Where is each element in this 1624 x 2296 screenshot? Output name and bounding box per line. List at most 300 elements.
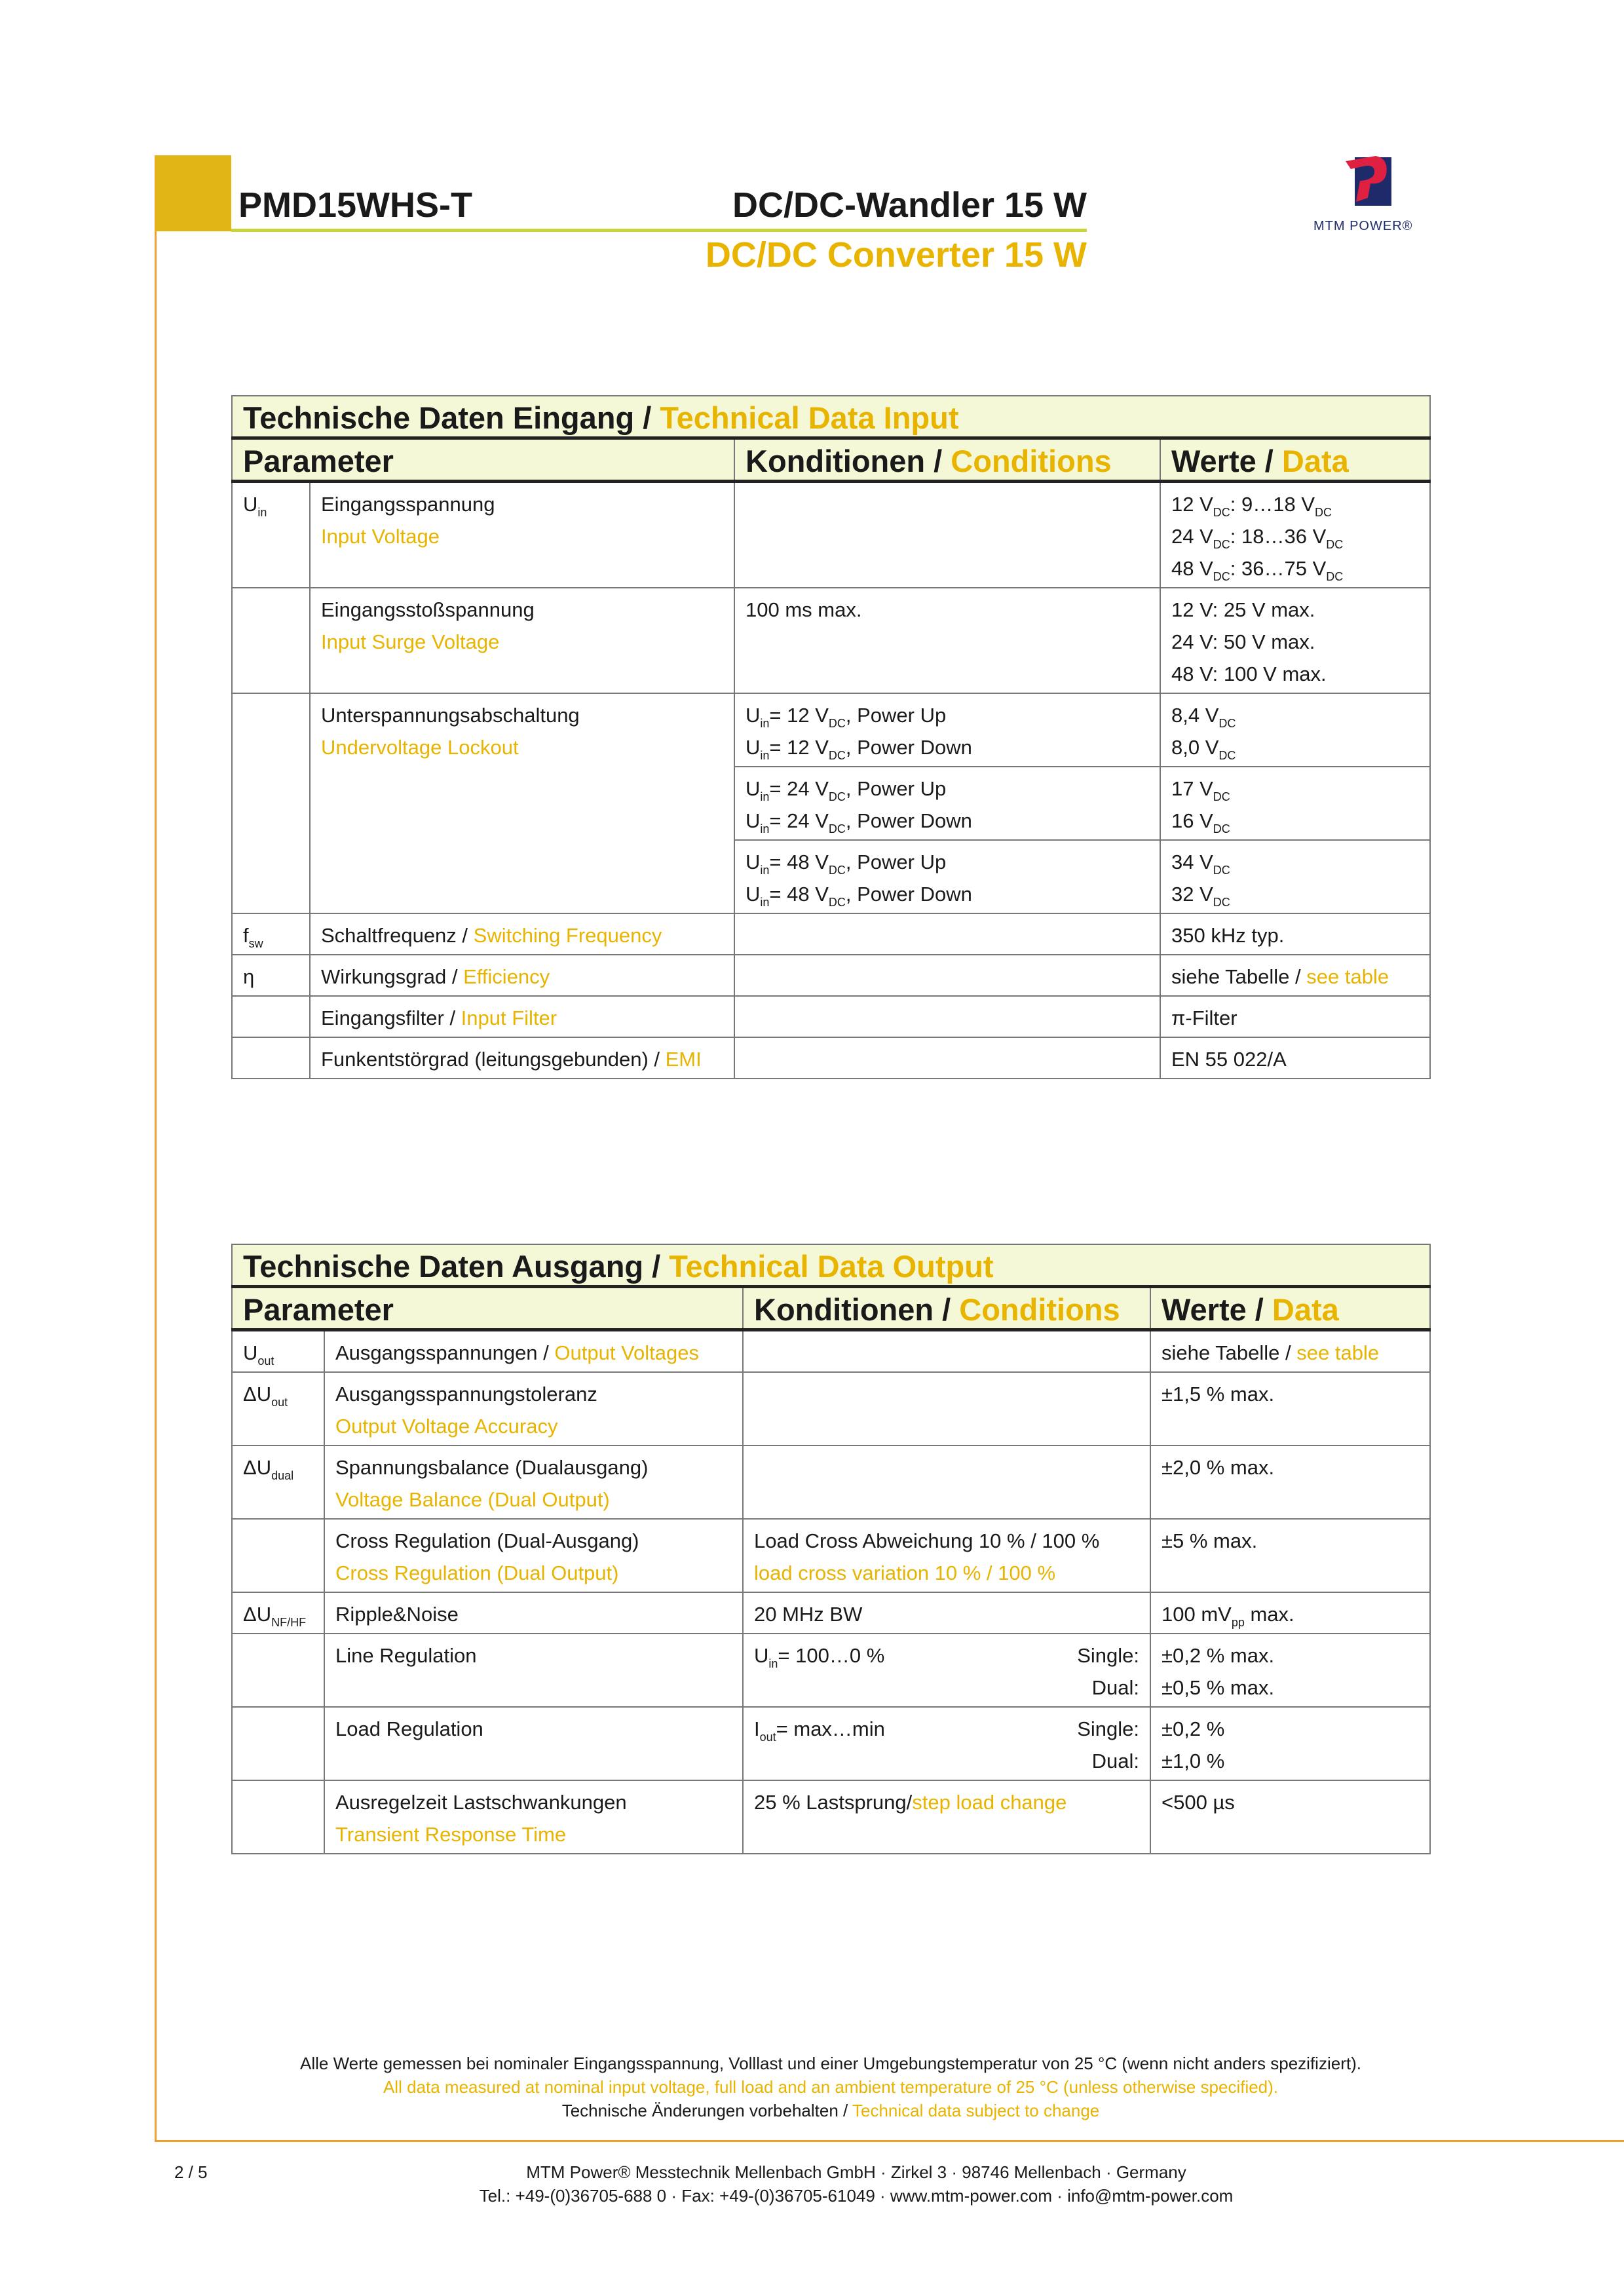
text: = 12 V [769,704,829,727]
english-text: EMI [665,1048,702,1071]
header-de: Konditionen / [746,444,951,478]
table-header-row [232,438,1430,482]
cell-line [1171,626,1419,658]
cell-line [754,1598,1139,1630]
parameter-cell [310,482,734,588]
text: Wirkungsgrad / [321,965,464,988]
cell-line [243,961,299,993]
cell-line [335,1598,732,1630]
subscript: DC [1213,790,1230,803]
text: ΔU [243,1603,272,1626]
value-cell [1150,1592,1430,1634]
subscript: pp [1231,1616,1245,1629]
cell-line [1171,731,1419,763]
text: U [746,704,761,727]
cell-line [243,1378,313,1410]
table-row [232,996,1430,1037]
text: Spannungsbalance (Dualausgang) [335,1456,649,1479]
text: ±0,5 % max. [1161,1676,1275,1699]
cell-line [1171,552,1419,584]
column-header [743,1287,1150,1330]
condition-cell [734,693,1160,767]
english-text: step load change [912,1791,1067,1814]
parameter-cell [324,1634,743,1707]
table-row [232,1780,1430,1854]
text: 17 V [1171,777,1213,800]
text: Ausregelzeit Lastschwankungen [335,1791,627,1814]
text: = 24 V [769,809,829,832]
text: Funkentstörgrad (leitungsgebunden) / [321,1048,666,1071]
table-row [232,1519,1430,1592]
note-de: Alle Werte gemessen bei nominaler Eingangsspannung, Volllast und einer Umgebungstemperatur von 25 °C (wenn nicht anders spezifiziert). [300,2054,1361,2073]
text: ±0,2 % max. [1161,1644,1275,1667]
value-cell [1150,1634,1430,1707]
cell-line [754,1745,1139,1777]
cell-line [321,699,723,731]
text: U [746,883,761,906]
subscript: DC [1213,570,1230,583]
header-en: Data [1272,1292,1339,1327]
page-number: 2 / 5 [174,2162,208,2182]
cell-line [1171,1002,1419,1034]
value-cell [1160,482,1430,588]
header-rule [231,229,1087,232]
table-title [232,1244,1430,1287]
subscript: DC [828,864,846,877]
english-text: Output Voltages [554,1341,699,1364]
text: Eingangsfilter / [321,1006,461,1029]
symbol-cell [232,1519,324,1592]
condition-cell [743,1330,1150,1373]
value-cell [1160,767,1430,840]
parameter-cell [324,1330,743,1373]
cell-line [1171,658,1419,690]
table-row [232,693,1430,767]
condition-cell [743,1634,1150,1707]
condition-cell [734,588,1160,693]
cell-line [1161,1378,1419,1410]
condition-cell [743,1372,1150,1445]
table-title-de: Technische Daten Eingang / [243,400,660,435]
value-cell [1150,1372,1430,1445]
cell-line [1171,878,1419,910]
text: 12 V: 25 V max. [1171,598,1315,621]
text: 100 ms max. [746,598,862,621]
value-cell [1150,1519,1430,1592]
condition-cell [743,1592,1150,1634]
column-header [734,438,1160,482]
table-row [232,1330,1430,1373]
subscript: out [257,1354,274,1368]
english-text: Transient Response Time [335,1823,567,1846]
footer-company: MTM Power® Messtechnik Mellenbach GmbH · Zirkel 3 · 98746 Mellenbach · Germany [526,2162,1186,2182]
table-row [232,1634,1430,1707]
parameter-cell [310,693,734,913]
cell-line [335,1525,732,1557]
condition-cell [743,1780,1150,1854]
cell-line [321,488,723,520]
cell-line [746,773,1149,805]
text: 350 kHz typ. [1171,924,1285,947]
text: I [754,1717,760,1740]
value-cell [1160,1037,1430,1079]
cell-line [1161,1745,1419,1777]
subscript: DC [1218,749,1236,762]
text: η [243,965,255,988]
value-cell [1160,693,1430,767]
table-title-row [232,1244,1430,1287]
subscript: DC [828,717,846,730]
parameter-cell [310,913,734,955]
value-cell [1160,955,1430,996]
parameter-cell [324,1519,743,1592]
cell-line [321,520,723,552]
parameter-cell [324,1372,743,1445]
cell-line [335,1639,732,1672]
text: Eingangsspannung [321,493,495,516]
text: Ausgangsspannungen / [335,1341,555,1364]
cell-line [243,1598,313,1630]
subscript: DC [1326,538,1344,551]
cell-line [1171,846,1419,878]
symbol-cell [232,996,310,1037]
subscript: in [760,822,770,835]
symbol-cell [232,1330,324,1373]
text: Unterspannungsabschaltung [321,704,580,727]
table-title-en: Technical Data Output [669,1249,994,1284]
column-header [1150,1287,1430,1330]
text: U [746,777,761,800]
text: ±0,2 % [1161,1717,1225,1740]
product-name: PMD15WHS-T [238,185,473,225]
subscript: DC [828,896,846,909]
english-text: Input Surge Voltage [321,630,500,653]
footer-contact: Tel.: +49-(0)36705-688 0 · Fax: +49-(0)36705-61049 · www.mtm-power.com · info@mtm-power.com [479,2186,1234,2206]
english-text: Cross Regulation (Dual Output) [335,1561,619,1584]
condition-cell [743,1519,1150,1592]
text: ΔU [243,1456,272,1479]
cell-line [1171,594,1419,626]
cell-line [746,699,1149,731]
cell-line [335,1451,732,1483]
text: 32 V [1171,883,1213,906]
cell-line [1161,1713,1419,1745]
text: , Power Up [845,704,947,727]
text: = 100…0 % [778,1644,885,1667]
right-label: Single: [1077,1644,1139,1667]
english-text: see table [1296,1341,1380,1364]
symbol-cell [232,1445,324,1519]
cell-line [321,961,723,993]
cell-line [754,1639,1139,1672]
text: ±1,5 % max. [1161,1383,1275,1406]
subscript: out [759,1731,776,1744]
text: siehe Tabelle / [1161,1341,1297,1364]
table-row [232,588,1430,693]
subscript: sw [248,937,263,950]
text: siehe Tabelle / [1171,965,1307,988]
subscript: DC [828,822,846,835]
value-cell [1150,1780,1430,1854]
note-change [0,2101,1624,2121]
column-header [232,1287,743,1330]
text: EN 55 022/A [1171,1048,1287,1071]
text: = 48 V [769,851,829,873]
value-cell [1160,996,1430,1037]
subscript: DC [828,749,846,762]
input-data-table [231,395,1431,1079]
value-cell [1150,1330,1430,1373]
text: Cross Regulation (Dual-Ausgang) [335,1529,639,1552]
cell-line [335,1557,732,1589]
cell-line [321,594,723,626]
text: 8,0 V [1171,736,1219,759]
text: f [243,924,249,947]
subscript: NF/HF [271,1616,307,1629]
page-frame-bottom [155,2140,1624,2142]
subscript: DC [828,790,846,803]
condition-cell [734,913,1160,955]
cell-line [243,919,299,951]
symbol-cell [232,1707,324,1780]
table-row [232,1445,1430,1519]
header-en: Data [1281,444,1349,478]
cell-line [1171,1043,1419,1075]
text: 16 V [1171,809,1213,832]
table-title-row [232,396,1430,438]
symbol-cell [232,913,310,955]
title-de: DC/DC-Wandler 15 W [732,185,1087,225]
cell-line [746,805,1149,837]
subscript: in [760,896,770,909]
text: 8,4 V [1171,704,1219,727]
cell-line [1161,1639,1419,1672]
header-de: Parameter [243,444,394,478]
condition-cell [734,767,1160,840]
english-text: Efficiency [463,965,550,988]
text: U [243,493,258,516]
cell-line [335,1410,732,1442]
cell-line [746,731,1149,763]
cell-line [1171,919,1419,951]
title-en: DC/DC Converter 15 W [705,235,1087,275]
text: , Power Down [845,736,972,759]
text: <500 µs [1161,1791,1235,1814]
note-change-de: Technische Änderungen vorbehalten / [561,2101,853,2120]
table-header-row [232,1287,1430,1330]
text: 20 MHz BW [754,1603,863,1626]
cell-line [1161,1786,1419,1818]
text: Load Regulation [335,1717,483,1740]
text: U [754,1644,769,1667]
cell-line [754,1713,1139,1745]
parameter-cell [310,1037,734,1079]
text: ±2,0 % max. [1161,1456,1275,1479]
text: , Power Down [845,809,972,832]
parameter-cell [310,955,734,996]
cell-line [243,1337,313,1369]
english-text: see table [1306,965,1389,988]
parameter-cell [324,1445,743,1519]
note-en: All data measured at nominal input voltage, full load and an ambient temperature of 25 °C (unless otherwise specified). [383,2077,1279,2097]
cell-line [754,1672,1139,1704]
text: ΔU [243,1383,272,1406]
cell-line [1161,1598,1419,1630]
text: 25 % Lastsprung/ [754,1791,913,1814]
cell-line [1171,805,1419,837]
text: = max…min [776,1717,885,1740]
text: : 9…18 V [1230,493,1315,516]
subscript: in [760,749,770,762]
text: , Power Up [845,851,947,873]
cell-line [1161,1525,1419,1557]
cell-line [335,1483,732,1516]
column-header [232,438,734,482]
header-en: Conditions [951,444,1112,478]
cell-line [321,1043,723,1075]
text: = 48 V [769,883,829,906]
table-title-de: Technische Daten Ausgang / [243,1249,670,1284]
text: 24 V [1171,525,1213,548]
table-row [232,482,1430,588]
page-frame-left [155,155,157,2142]
subscript: DC [1218,717,1236,730]
cell-line [335,1786,732,1818]
text: ±5 % max. [1161,1529,1258,1552]
text: 34 V [1171,851,1213,873]
right-label: Dual: [1091,1750,1139,1772]
right-label: Single: [1077,1717,1139,1740]
subscript: dual [271,1469,294,1482]
header-accent-square [155,155,231,231]
cell-line [1171,773,1419,805]
parameter-cell [324,1707,743,1780]
condition-cell [734,482,1160,588]
cell-line [754,1786,1139,1818]
symbol-cell [232,955,310,996]
cell-line [1161,1451,1419,1483]
parameter-cell [324,1780,743,1854]
cell-line [321,1002,723,1034]
text: Eingangsstoßspannung [321,598,535,621]
mtm-power-logo-icon [1336,152,1402,211]
parameter-cell [310,996,734,1037]
condition-cell [734,1037,1160,1079]
header-de: Konditionen / [754,1292,960,1327]
cell-line [1161,1337,1419,1369]
condition-cell [743,1707,1150,1780]
cell-line [335,1818,732,1850]
condition-cell [743,1445,1150,1519]
table-row [232,955,1430,996]
cell-line [243,1451,313,1483]
cell-line [754,1525,1139,1557]
header-en: Conditions [959,1292,1120,1327]
subscript: DC [1213,506,1230,519]
cell-line [1171,520,1419,552]
note-change-en: Technical data subject to change [852,2101,1100,2120]
text: 100 mV [1161,1603,1232,1626]
english-text: Input Filter [461,1006,557,1029]
table-row [232,1592,1430,1634]
text: , Power Down [845,883,972,906]
table-row [232,1037,1430,1079]
text: max. [1244,1603,1294,1626]
text: : 18…36 V [1230,525,1327,548]
subscript: DC [1213,822,1230,835]
cell-line [321,731,723,763]
table-title [232,396,1430,438]
table-row [232,913,1430,955]
text: U [243,1341,258,1364]
cell-line [746,594,1149,626]
cell-line [335,1378,732,1410]
text: Ripple&Noise [335,1603,459,1626]
parameter-cell [310,588,734,693]
text: Schaltfrequenz / [321,924,474,947]
cell-line [1161,1672,1419,1704]
text: , Power Up [845,777,947,800]
text: Line Regulation [335,1644,477,1667]
subscript: DC [1213,896,1230,909]
value-cell [1160,588,1430,693]
text: : 36…75 V [1230,557,1327,580]
subscript: in [760,717,770,730]
table-title-en: Technical Data Input [660,400,959,435]
text: = 12 V [769,736,829,759]
cell-line [335,1337,732,1369]
cell-line [746,878,1149,910]
subscript: in [768,1657,778,1670]
text: U [746,736,761,759]
parameter-cell [324,1592,743,1634]
english-text: Voltage Balance (Dual Output) [335,1488,610,1511]
cell-line [1171,488,1419,520]
text: U [746,851,761,873]
table-row [232,1372,1430,1445]
symbol-cell [232,1634,324,1707]
logo-text: MTM POWER® [1313,219,1413,233]
symbol-cell [232,588,310,693]
subscript: in [760,790,770,803]
symbol-cell [232,1780,324,1854]
subscript: in [257,506,267,519]
value-cell [1150,1445,1430,1519]
english-text: load cross variation 10 % / 100 % [754,1561,1056,1584]
subscript: in [760,864,770,877]
text: Load Cross Abweichung 10 % / 100 % [754,1529,1100,1552]
condition-cell [734,840,1160,913]
header-de: Werte / [1161,1292,1272,1327]
cell-line [746,846,1149,878]
column-header [1160,438,1430,482]
text: 12 V [1171,493,1213,516]
condition-cell [734,996,1160,1037]
text: 24 V: 50 V max. [1171,630,1315,653]
subscript: DC [1213,864,1230,877]
subscript: DC [1315,506,1332,519]
english-text: Output Voltage Accuracy [335,1415,558,1438]
text: U [746,809,761,832]
table-row [232,1707,1430,1780]
cell-line [335,1713,732,1745]
output-data-table [231,1244,1431,1854]
english-text: Undervoltage Lockout [321,736,519,759]
value-cell [1150,1707,1430,1780]
cell-line [1171,961,1419,993]
header-de: Werte / [1171,444,1282,478]
cell-line [243,488,299,520]
